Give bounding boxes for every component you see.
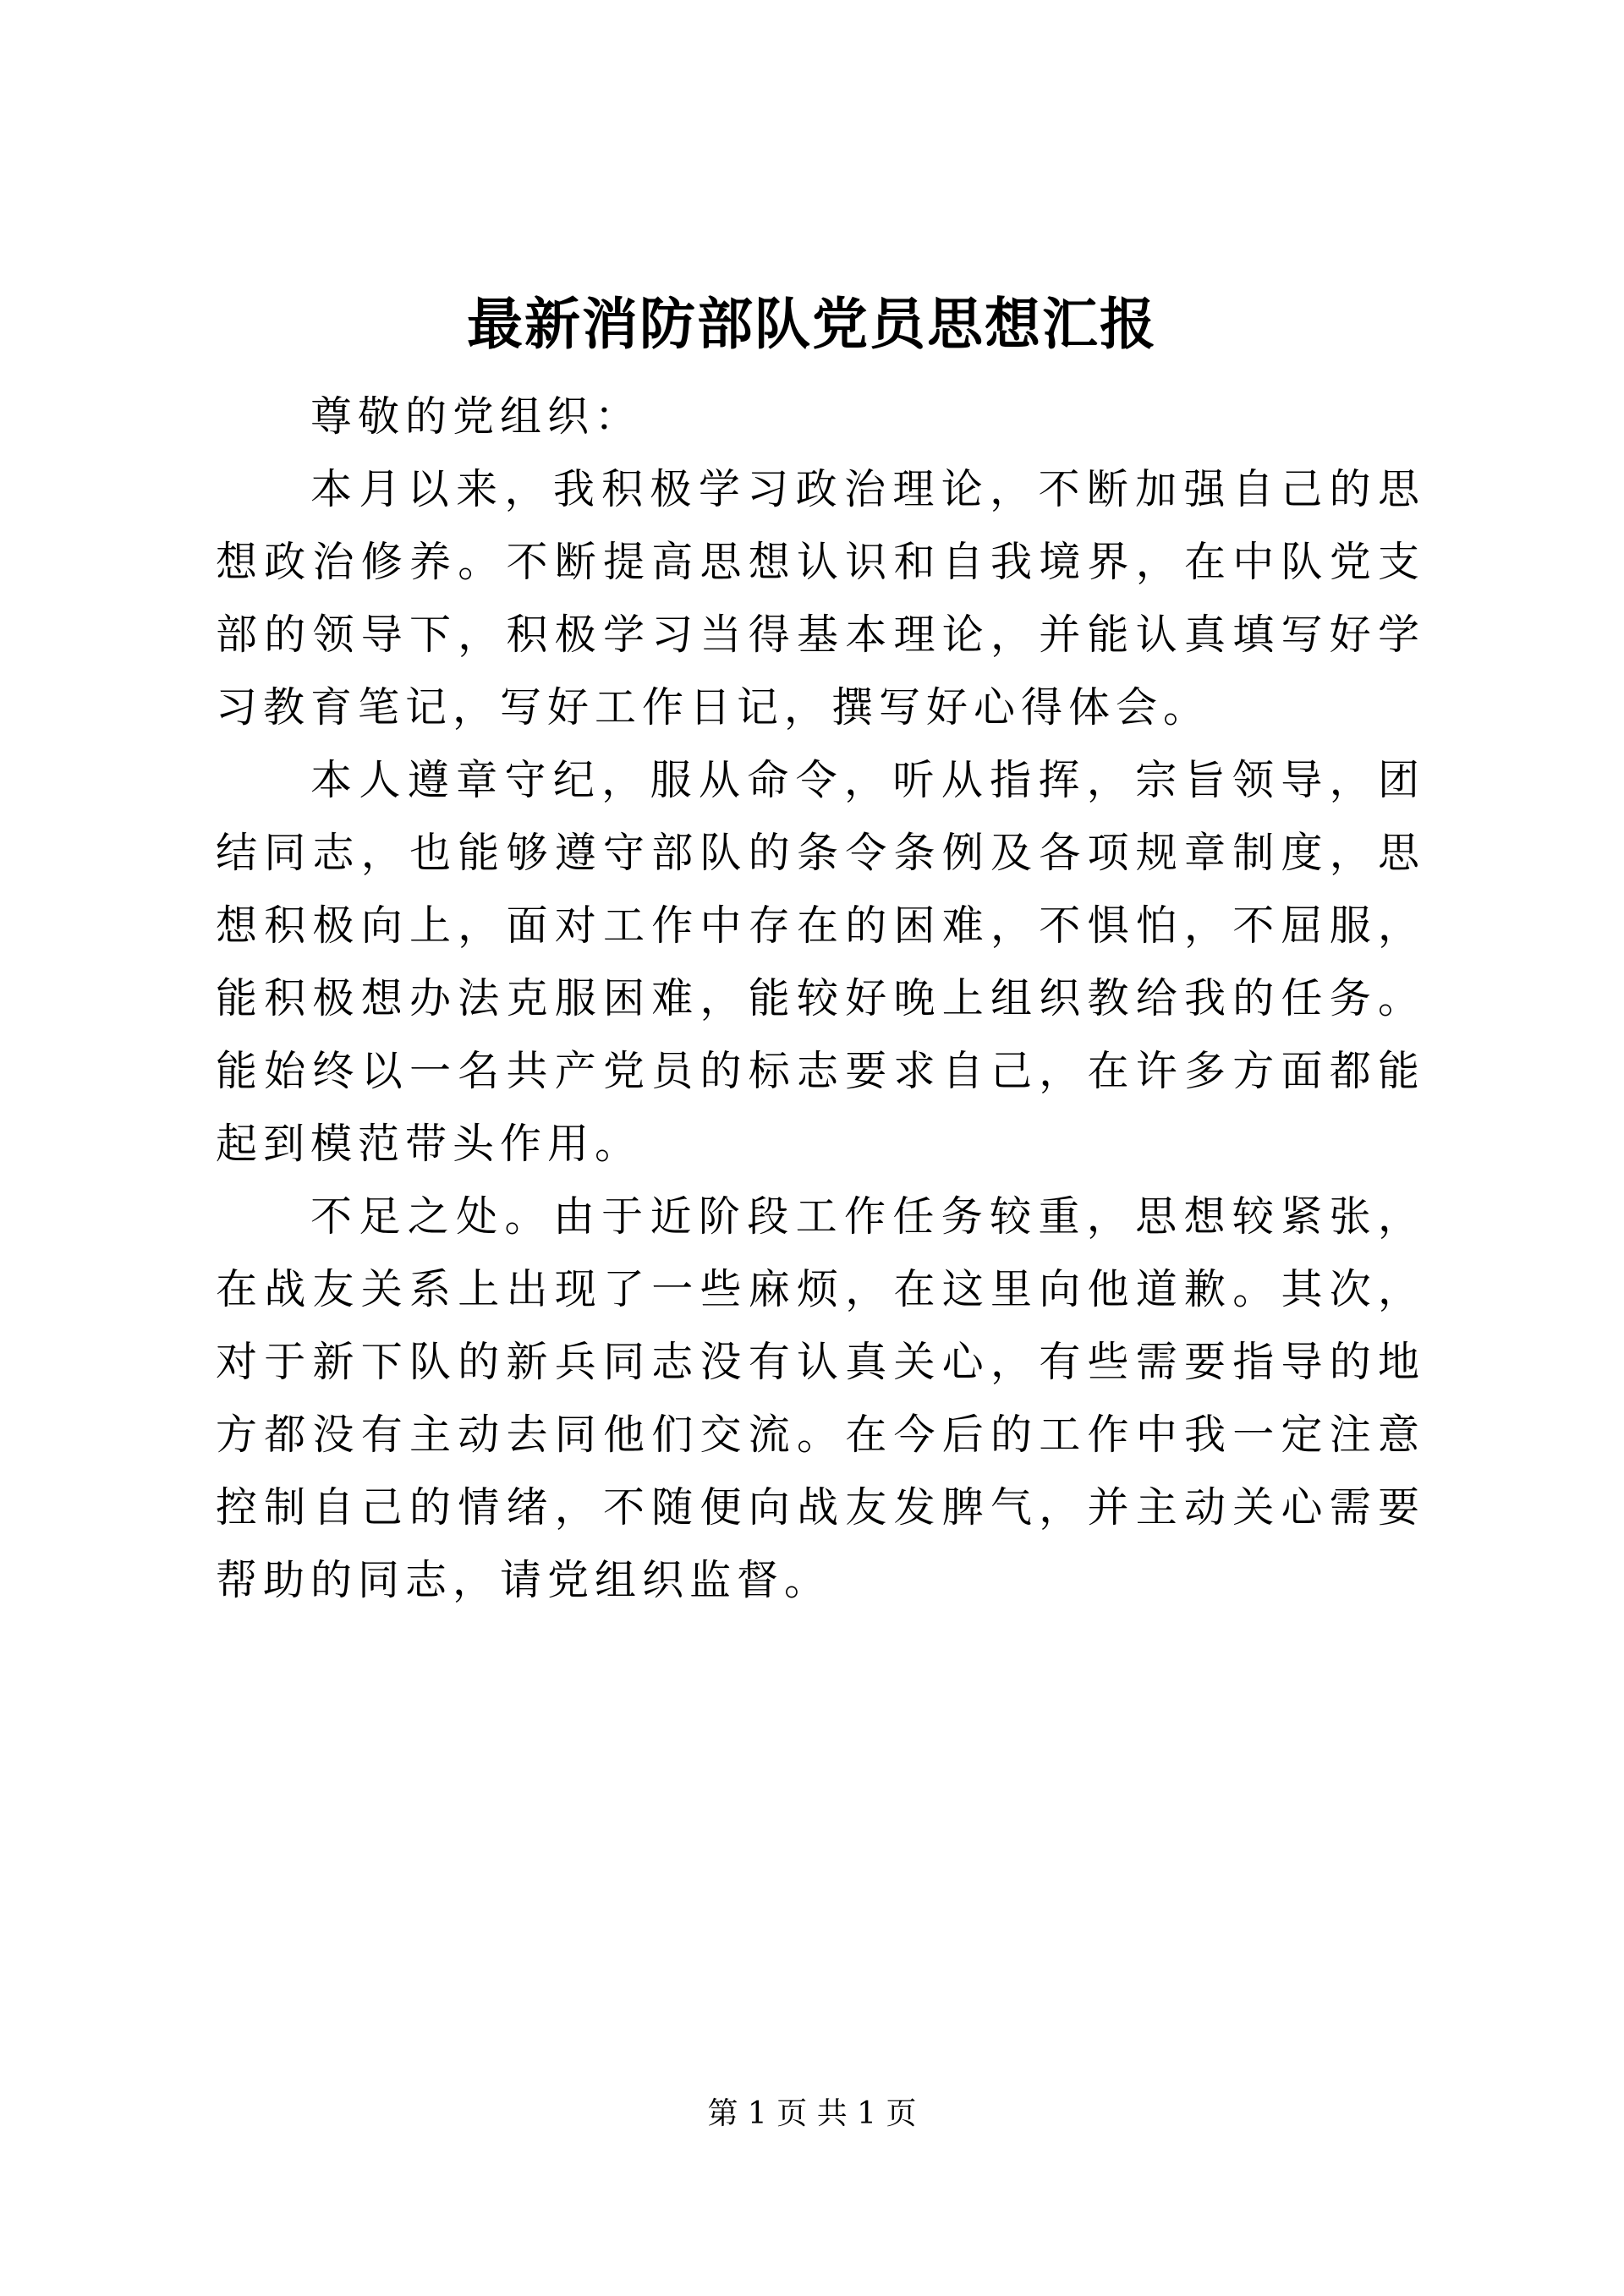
paragraph-3: 不足之处。由于近阶段工作任务较重，思想较紧张，在战友关系上出现了一些麻烦，在这里向他道歉。其次，对于新下队的新兵同志没有认真关心，有些需要指导的地方都没有主动去同他们交流。在今后的工作中我一定注意控制自己的情绪，不随便向战友发脾气，并主动关心需要帮助的同志，请党组织监督。 — [216, 1192, 1425, 1604]
salutation: 尊敬的党组织： — [310, 392, 643, 441]
paragraph-2: 本人遵章守纪，服从命令，听从指挥，宗旨领导，团结同志，也能够遵守部队的条令条例及各项规章制度，思想积极向上，面对工作中存在的困难，不惧怕，不屈服，能积极想办法克服困难，能较好晚上组织教给我的任务。能始终以一名共产党员的标志要求自己，在许多方面都能起到模范带头作用。 — [216, 756, 1425, 1168]
paragraph-1: 本月以来，我积极学习政治理论，不断加强自己的思想政治修养。不断提高思想认识和自我境界，在中队党支部的领导下，积极学习当得基本理论，并能认真填写好学习教育笔记，写好工作日记，撰写好心得体会。 — [216, 465, 1425, 732]
document-title: 最新消防部队党员思想汇报 — [467, 291, 1157, 357]
document-body — [216, 381, 1425, 1617]
page-number-footer: 第 1 页 共 1 页 — [707, 2096, 917, 2131]
